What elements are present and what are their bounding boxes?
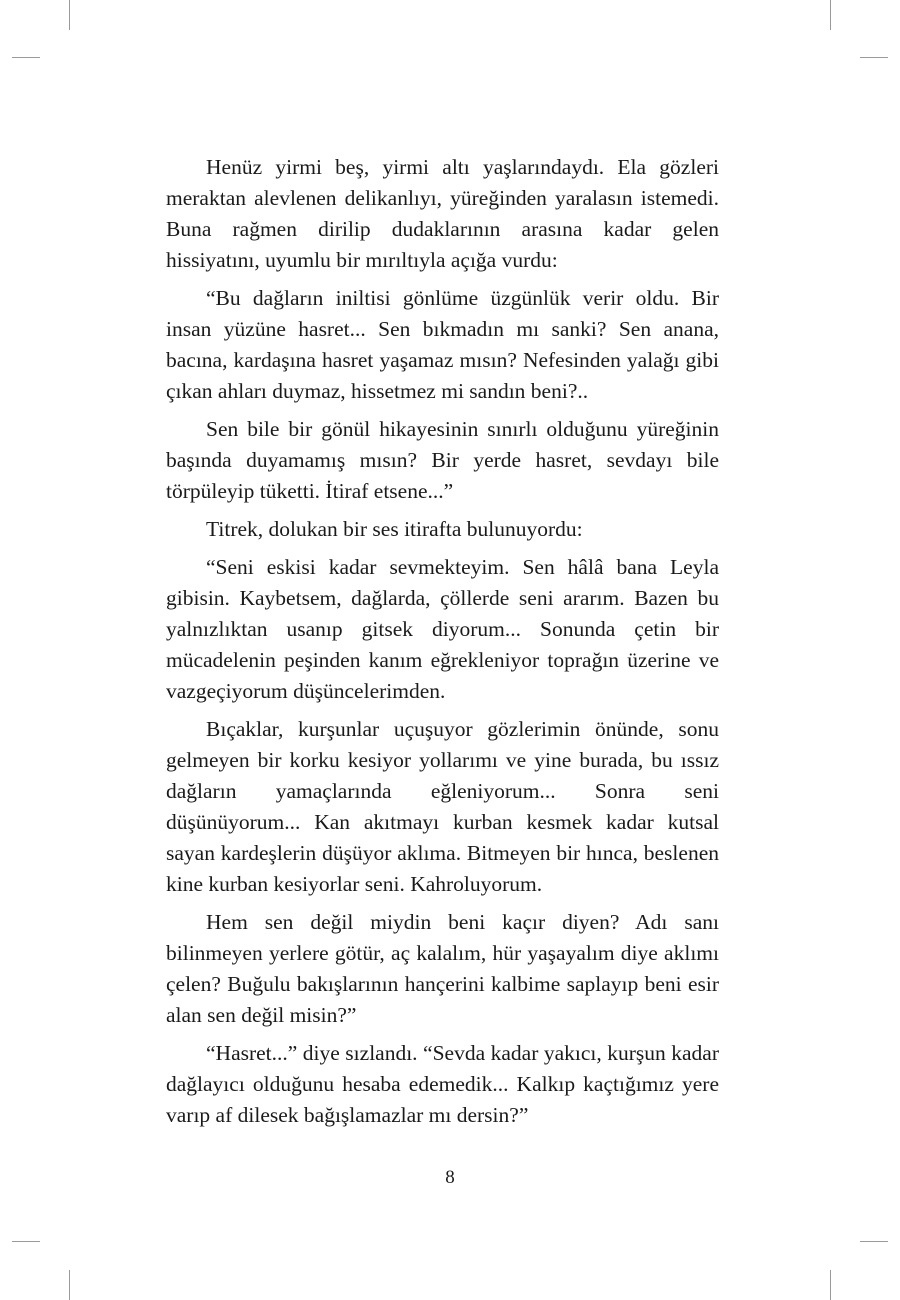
- paragraph-2: “Bu dağların iniltisi gönlüme üzgünlük verir oldu. Bir insan yüzüne hasret... Sen bıkmadın mı sanki? Sen anana, bacına, kardaşına hasret yaşamaz mısın? Nefesinden yalağı gibi çıkan ahları duymaz, hissetmez mi sandın beni?..: [166, 286, 719, 403]
- paragraph-1: Henüz yirmi beş, yirmi altı yaşlarındaydı. Ela gözleri meraktan alevlenen delikanlıyı, yüreğinden yaralasın istemedi. Buna rağmen dirilip dudaklarının arasına kadar gelen hissiyatını, uyumlu bir mırıltıyla açığa vurdu:: [166, 155, 719, 272]
- paragraph-8: “Hasret...” diye sızlandı. “Sevda kadar yakıcı, kurşun kadar dağlayıcı olduğunu hesaba edemedik... Kalkıp kaçtığımız yere varıp af dilesek bağışlamazlar mı dersin?”: [166, 1041, 719, 1127]
- crop-mark-right-top: [860, 57, 888, 58]
- crop-mark-right-bottom: [860, 1241, 888, 1242]
- paragraph-4: Titrek, dolukan bir ses itirafta bulunuyordu:: [206, 517, 583, 541]
- paragraph-3: Sen bile bir gönül hikayesinin sınırlı olduğunu yüreğinin başında duyamamış mısın? Bir yerde hasret, sevdayı bile törpüleyip tüketti. İtiraf etsene...”: [166, 417, 719, 503]
- paragraph-7: Hem sen değil miydin beni kaçır diyen? Adı sanı bilinmeyen yerlere götür, aç kalalım, hür yaşayalım diye aklımı çelen? Buğulu bakışlarının hançerini kalbime saplayıp beni esir alan sen değil misin?”: [166, 910, 719, 1027]
- paragraph-5: “Seni eskisi kadar sevmekteyim. Sen hâlâ bana Leyla gibisin. Kaybetsem, dağlarda, çöllerde seni ararım. Bazen bu yalnızlıktan usanıp gitsek diyorum... Sonunda çetin bir mücadelenin peşinden kanım eğrekleniyor toprağın üzerine ve vazgeçiyorum düşüncelerimden.: [166, 555, 719, 703]
- crop-mark-top-right: [830, 0, 831, 30]
- crop-mark-top-left: [69, 0, 70, 30]
- crop-mark-left-top: [12, 57, 40, 58]
- paragraph-6: Bıçaklar, kurşunlar uçuşuyor gözlerimin önünde, sonu gelmeyen bir korku kesiyor yollarımı ve yine burada, bu ıssız dağların yamaçlarında eğleniyorum... Sonra seni düşünüyorum... Kan akıtmayı kurban kesmek kadar kutsal sayan kardeşlerin düşüyor aklıma. Bitmeyen bir hınca, beslenen kine kurban kesiyorlar seni. Kahroluyorum.: [166, 717, 719, 896]
- crop-mark-bottom-left: [69, 1270, 70, 1300]
- page-number: 8: [445, 1167, 455, 1188]
- crop-mark-bottom-right: [830, 1270, 831, 1300]
- crop-mark-left-bottom: [12, 1241, 40, 1242]
- body-text: [166, 152, 719, 1138]
